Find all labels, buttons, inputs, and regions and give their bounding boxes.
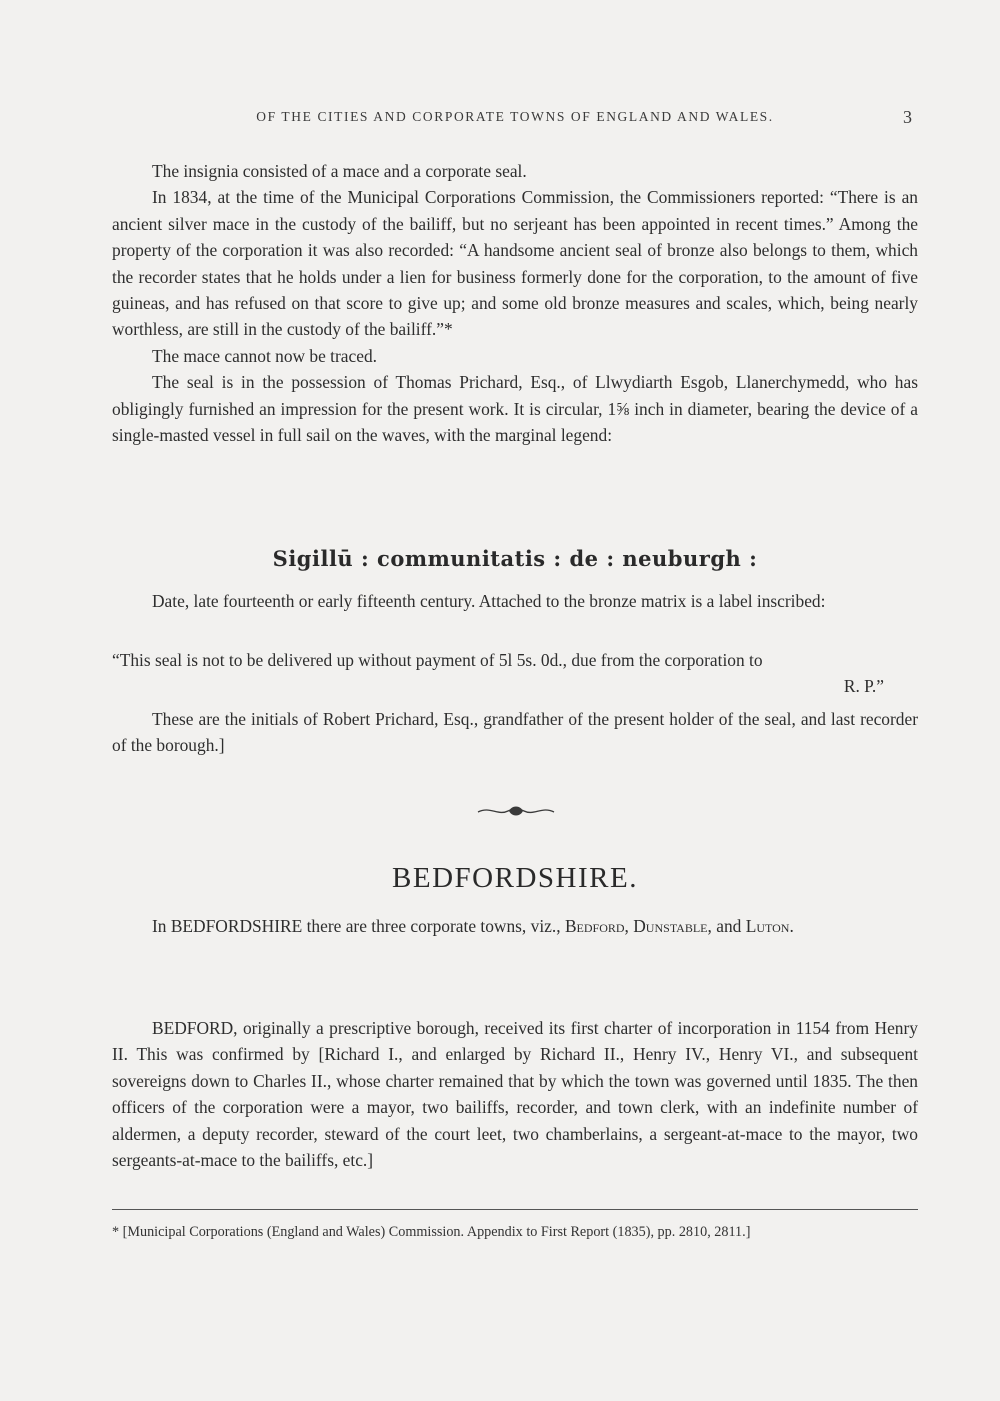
paragraph-insignia: The insignia consisted of a mace and a corporate seal. [152,161,527,181]
newborough-text-block-2 [112,588,918,614]
paragraph-seal-date: Date, late fourteenth or early fifteenth century. Attached to the bronze matrix is a label inscribed: [152,591,826,611]
newborough-text-block-3 [112,706,918,759]
running-title: OF THE CITIES AND CORPORATE TOWNS OF ENGLAND AND WALES. [256,109,774,124]
section-heading: BEDFORDSHIRE. [392,862,638,894]
paragraph-bedfordshire-towns: In BEDFORDSHIRE there are three corporate towns, viz., Bedford, Dunstable, and Luton. [152,916,794,936]
ornament-divider-icon [476,803,556,819]
intro-and: and [716,916,742,936]
town-dunstable: Dunstable [633,916,708,936]
quote-line-2: R. P.” [843,676,884,697]
label-inscription-quote [112,647,918,700]
quote-line-1: “This seal is not to be delivered up without payment of 5l 5s. 0d., due from the corporation to [112,650,763,670]
seal-legend: Sigillū : communitatis : de : neuburgh : [272,546,758,571]
bedfordshire-intro-block [112,913,918,939]
footnote-divider [112,1209,918,1210]
paragraph-bedford-charter: BEDFORD, originally a prescriptive borough, received its first charter of incorporation in 1154 from Henry II. This was confirmed by [Richard I., and enlarged by Richard II., Henry IV., Henry VI., and subsequent sovereigns down to Charles II., whose charter remained that by which the town was governed until 1835. The then officers of the corporation were a mayor, two bailiffs, recorder, and town clerk, with an indefinite number of aldermen, a deputy recorder, steward of the court leet, two chamberlains, a sergeant-at-mace to the mayor, two sergeants-at-mace to the bailiffs, etc.] [112,1018,918,1171]
paragraph-mace-untraced: The mace cannot now be traced. [152,345,377,366]
paragraph-initials: These are the initials of Robert Prichard, Esq., grandfather of the present holder of the seal, and last recorder of the borough.] [112,709,918,756]
newborough-text-block-1 [112,158,918,448]
intro-text: In BEDFORDSHIRE there are three corporate towns, viz., [152,916,561,936]
bedford-text-block [112,1015,918,1173]
town-luton: Luton [745,916,790,936]
paragraph-commission-report: In 1834, at the time of the Municipal Corporations Commission, the Commissioners reported: “There is an ancient silver mace in the custody of the bailiff, but no serjeant has been appointed in recent times.” Among the property of the corporation it was also recorded: “A handsome ancient seal of bronze also belongs to them, which the recorder states that he holds under a lien for business formerly done for the corporation, to the amount of five guineas, and has refused on that score to give up; and some old bronze measures and scales, which, being nearly worthless, are still in the custody of the bailiff.”* [112,187,918,340]
page-number: 3 [903,107,912,127]
town-bedford: Bedford [564,916,625,936]
footnote: * [Municipal Corporations (England and Wales) Commission. Appendix to First Report (1835), pp. 2810, 2811.] [112,1224,751,1240]
paragraph-seal-description: The seal is in the possession of Thomas Prichard, Esq., of Llwydiarth Esgob, Llanerchymedd, who has obligingly furnished an impression for the present work. It is circular, 1⅝ inch in diameter, bearing the device of a single-masted vessel in full sail on the waves, with the marginal legend: [112,372,918,446]
